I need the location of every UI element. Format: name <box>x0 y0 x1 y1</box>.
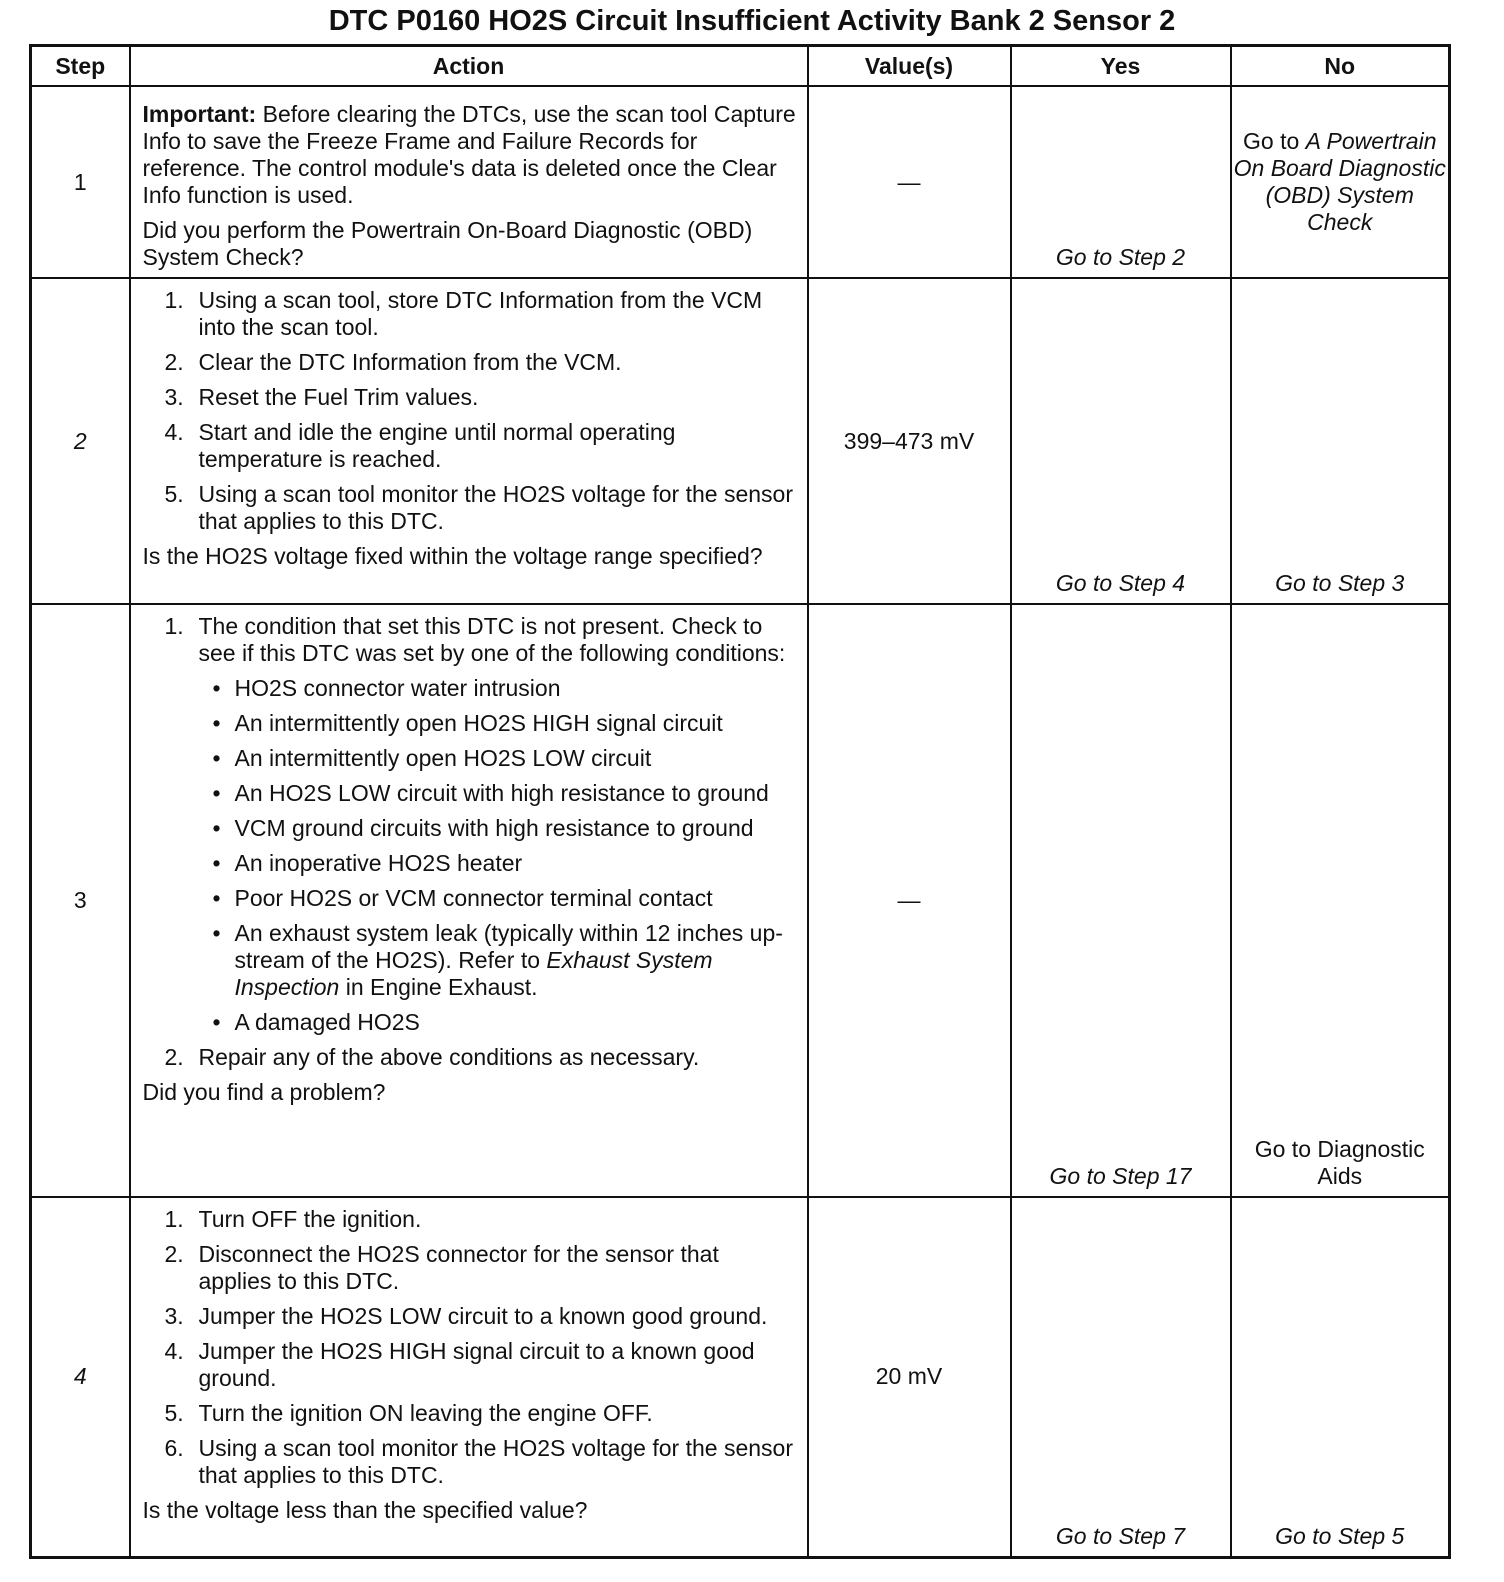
step-number: 2 <box>31 278 130 604</box>
list-item: 3. Reset the Fuel Trim values. <box>164 384 479 410</box>
yes-link[interactable]: Go to Step 7 <box>1011 1197 1231 1557</box>
bullet-item: • HO2S connector water intrusion <box>212 675 561 701</box>
table-row <box>31 278 1450 604</box>
step-question: Did you perform the Powertrain On-Board Diagnostic (OBD) System Check? <box>142 217 753 270</box>
bullet-item: • A damaged HO2S <box>212 1009 420 1035</box>
no-prefix: Go to <box>1243 128 1306 154</box>
table-row <box>31 1197 1450 1557</box>
action-list <box>143 287 797 535</box>
value-cell: — <box>808 604 1011 1197</box>
step-question: Is the voltage less than the specified value? <box>142 1497 588 1523</box>
list-item: 2. Disconnect the HO2S connector for the sensor that applies to this DTC. <box>164 1241 719 1294</box>
no-link[interactable]: Go to Diagnostic Aids <box>1231 604 1450 1197</box>
bullet-item: • An exhaust system leak (typically within 12 inches up-stream of the HO2S). Refer to Exhaust System Inspection in Engine Exhaust. <box>212 920 783 1000</box>
step-question: Did you find a problem? <box>142 1079 386 1105</box>
list-item: 4. Jumper the HO2S HIGH signal circuit to a known good ground. <box>164 1338 755 1391</box>
bullet-item: • Poor HO2S or VCM connector terminal contact <box>212 885 713 911</box>
value-cell: 399–473 mV <box>808 278 1011 604</box>
yes-link[interactable]: Go to Step 2 <box>1011 86 1231 278</box>
action-cell <box>130 86 808 278</box>
header-no: No <box>1231 46 1450 87</box>
step-number: 1 <box>31 86 130 278</box>
table-row <box>31 86 1450 278</box>
list-item: 3. Jumper the HO2S LOW circuit to a known good ground. <box>164 1303 768 1329</box>
header-values: Value(s) <box>808 46 1011 87</box>
list-item: 1. Using a scan tool, store DTC Information from the VCM into the scan tool. <box>164 287 763 340</box>
page-title: DTC P0160 HO2S Circuit Insufficient Activity Bank 2 Sensor 2 <box>328 5 1176 37</box>
condition-list <box>199 675 797 1036</box>
no-link[interactable]: Go to Step 3 <box>1231 278 1450 604</box>
step-number: 3 <box>31 604 130 1197</box>
list-item: 2. Repair any of the above conditions as necessary. <box>164 1044 700 1070</box>
list-item: 5. Using a scan tool monitor the HO2S voltage for the sensor that applies to this DTC. <box>164 481 793 534</box>
no-link[interactable] <box>1231 86 1450 278</box>
bullet-item: • An inoperative HO2S heater <box>212 850 523 876</box>
diagnostic-table <box>29 44 1451 1559</box>
header-row <box>31 46 1450 87</box>
table-row <box>31 604 1450 1197</box>
bullet-item: • An HO2S LOW circuit with high resistance to ground <box>212 780 769 806</box>
header-action: Action <box>130 46 808 87</box>
header-step: Step <box>31 46 130 87</box>
list-item: 5. Turn the ignition ON leaving the engine OFF. <box>164 1400 653 1426</box>
list-item: 1. The condition that set this DTC is not present. Check to see if this DTC was set by one of the following conditions: • HO2S connector water intrusion • An intermittently open HO2S HIGH signal circuit • An intermittently open HO2S LOW circuit • An HO2S LOW circuit with high resistance to ground • VCM ground circuits with high resistance to ground • An inoperative HO2S heater • Poor HO2S or VCM connector terminal contact • An exhaust system leak (typically within 12 inches up-stream of the HO2S). Refer to Exhaust System Inspection in Engine Exhaust. • A damaged HO2S <box>143 613 797 1036</box>
list-item: 2. Clear the DTC Information from the VCM. <box>164 349 622 375</box>
list-item: 6. Using a scan tool monitor the HO2S voltage for the sensor that applies to this DTC. <box>164 1435 793 1488</box>
action-list <box>143 1206 797 1489</box>
list-item: 1. Turn OFF the ignition. <box>164 1206 422 1232</box>
bullet-item: • An intermittently open HO2S LOW circuit <box>212 745 652 771</box>
action-cell <box>130 1197 808 1557</box>
important-label: Important: <box>142 101 257 127</box>
step-question: Is the HO2S voltage fixed within the voltage range specified? <box>142 543 763 569</box>
value-cell: — <box>808 86 1011 278</box>
action-cell <box>130 278 808 604</box>
yes-link[interactable]: Go to Step 17 <box>1011 604 1231 1197</box>
action-list <box>143 613 797 1071</box>
header-yes: Yes <box>1011 46 1231 87</box>
yes-link[interactable]: Go to Step 4 <box>1011 278 1231 604</box>
important-note <box>143 101 797 209</box>
list-item: 4. Start and idle the engine until normal operating temperature is reached. <box>164 419 676 472</box>
important-text: Before clearing the DTCs, use the scan tool Capture Info to save the Freeze Frame and Failure Records for reference. The control module's data is deleted once the Clear Info function is used. <box>142 101 796 208</box>
exhaust-inspection-link[interactable]: Exhaust System Inspection <box>234 947 713 1000</box>
bullet-item: • An intermittently open HO2S HIGH signal circuit <box>212 710 723 736</box>
value-cell: 20 mV <box>808 1197 1011 1557</box>
action-cell <box>130 604 808 1197</box>
bullet-item: • VCM ground circuits with high resistance to ground <box>212 815 754 841</box>
no-link[interactable]: Go to Step 5 <box>1231 1197 1450 1557</box>
step-number: 4 <box>31 1197 130 1557</box>
obd-system-check-link[interactable]: A Powertrain On Board Diagnostic (OBD) System Check <box>1233 128 1446 235</box>
